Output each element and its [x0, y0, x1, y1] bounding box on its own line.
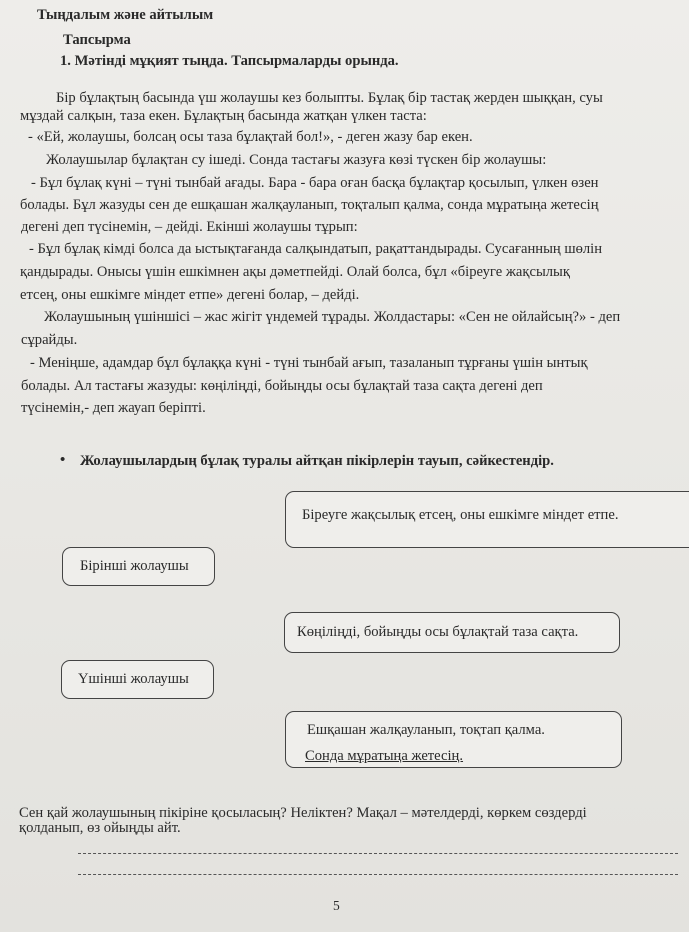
story-line: дегені деп түсінемін, – дейді. Екінші жолаушы тұрып:	[21, 219, 358, 235]
bullet-icon: •	[60, 452, 66, 468]
story-line: мұздай салқын, таза екен. Бұлақтың басында жатқан үлкен таста:	[20, 108, 427, 124]
traveler-label: Бірінші жолаушы	[80, 558, 189, 574]
story-line: түсінемін,- деп жауап беріпті.	[21, 400, 206, 416]
opinion-card-1[interactable]	[285, 491, 689, 548]
story-line: - Бұл бұлақ кімді болса да ыстықтағанда салқындатып, рақаттандырады. Сусағанның шөлін	[29, 241, 603, 257]
opinion-card-3[interactable]	[285, 711, 622, 768]
traveler-card-third[interactable]	[61, 660, 214, 699]
story-line: Бір бұлақтың басында үш жолаушы кез болыпты. Бұлақ бір тастақ жерден шыққан, суы	[56, 90, 603, 106]
story-line: сұрайды.	[21, 332, 78, 348]
story-line: Жолаушының үшіншісі – жас жігіт үндемей тұрады. Жолдастары: «Сен не ойлайсың?» - деп	[44, 309, 621, 325]
opinion-card-2[interactable]	[284, 612, 620, 653]
opinion-text: Сонда мұратыңа жетесің.	[305, 748, 464, 764]
opinion-text: Көңіліңді, бойыңды осы бұлақтай таза сақта.	[297, 624, 579, 640]
question-line: Сен қай жолаушының пікіріне қосыласың? Неліктен? Мақал – мәтелдерді, көркем сөздерді	[19, 805, 587, 821]
story-line: болады. Ал тастағы жазуды: көңіліңді, бойыңды осы бұлақтай таза сақта дегені деп	[21, 378, 543, 394]
story-line: - Меніңше, адамдар бұл бұлаққа күні - түні тынбай ағып, тазаланып тұрғаны үшін ынтық	[30, 355, 588, 371]
page-number: 5	[333, 898, 340, 913]
section-heading: Тыңдалым және айтылым	[37, 7, 214, 23]
task-instruction: 1. Мәтінді мұқият тыңда. Тапсырмаларды орында.	[60, 53, 399, 69]
story-line: Жолаушылар бұлақтан су ішеді. Сонда тастағы жазуға көзі түскен бір жолаушы:	[46, 152, 547, 168]
story-line: етсең, оны ешкімге міндет етпе» дегені болар, – дейді.	[20, 287, 360, 303]
answer-line[interactable]	[78, 874, 678, 875]
traveler-card-first[interactable]	[62, 547, 215, 586]
traveler-label: Үшінші жолаушы	[78, 671, 189, 687]
story-line: болады. Бұл жазуды сен де ешқашан жалқауланып, тоқталып қалма, сонда мұратыңа жетесің	[20, 197, 599, 213]
matching-instruction: Жолаушылардың бұлақ туралы айтқан пікірлерін тауып, сәйкестендір.	[80, 453, 554, 469]
opinion-text: Ешқашан жалқауланып, тоқтап қалма.	[307, 722, 545, 738]
story-line: - Бұл бұлақ күні – түні тынбай ағады. Бара - бара оған басқа бұлақтар қосылып, үлкен өзен	[31, 175, 599, 191]
task-label: Тапсырма	[63, 32, 131, 48]
opinion-text: Біреуге жақсылық етсең, оны ешкімге міндет етпе.	[302, 507, 619, 523]
question-line: қолданып, өз ойыңды айт.	[19, 820, 181, 836]
answer-line[interactable]	[78, 853, 678, 854]
story-line: - «Ей, жолаушы, болсаң осы таза бұлақтай бол!», - деген жазу бар екен.	[28, 129, 473, 145]
story-line: қандырады. Оныcы үшін ешкімнен ақы дәметпейді. Олай болса, бұл «біреуге жақсылық	[20, 264, 570, 280]
